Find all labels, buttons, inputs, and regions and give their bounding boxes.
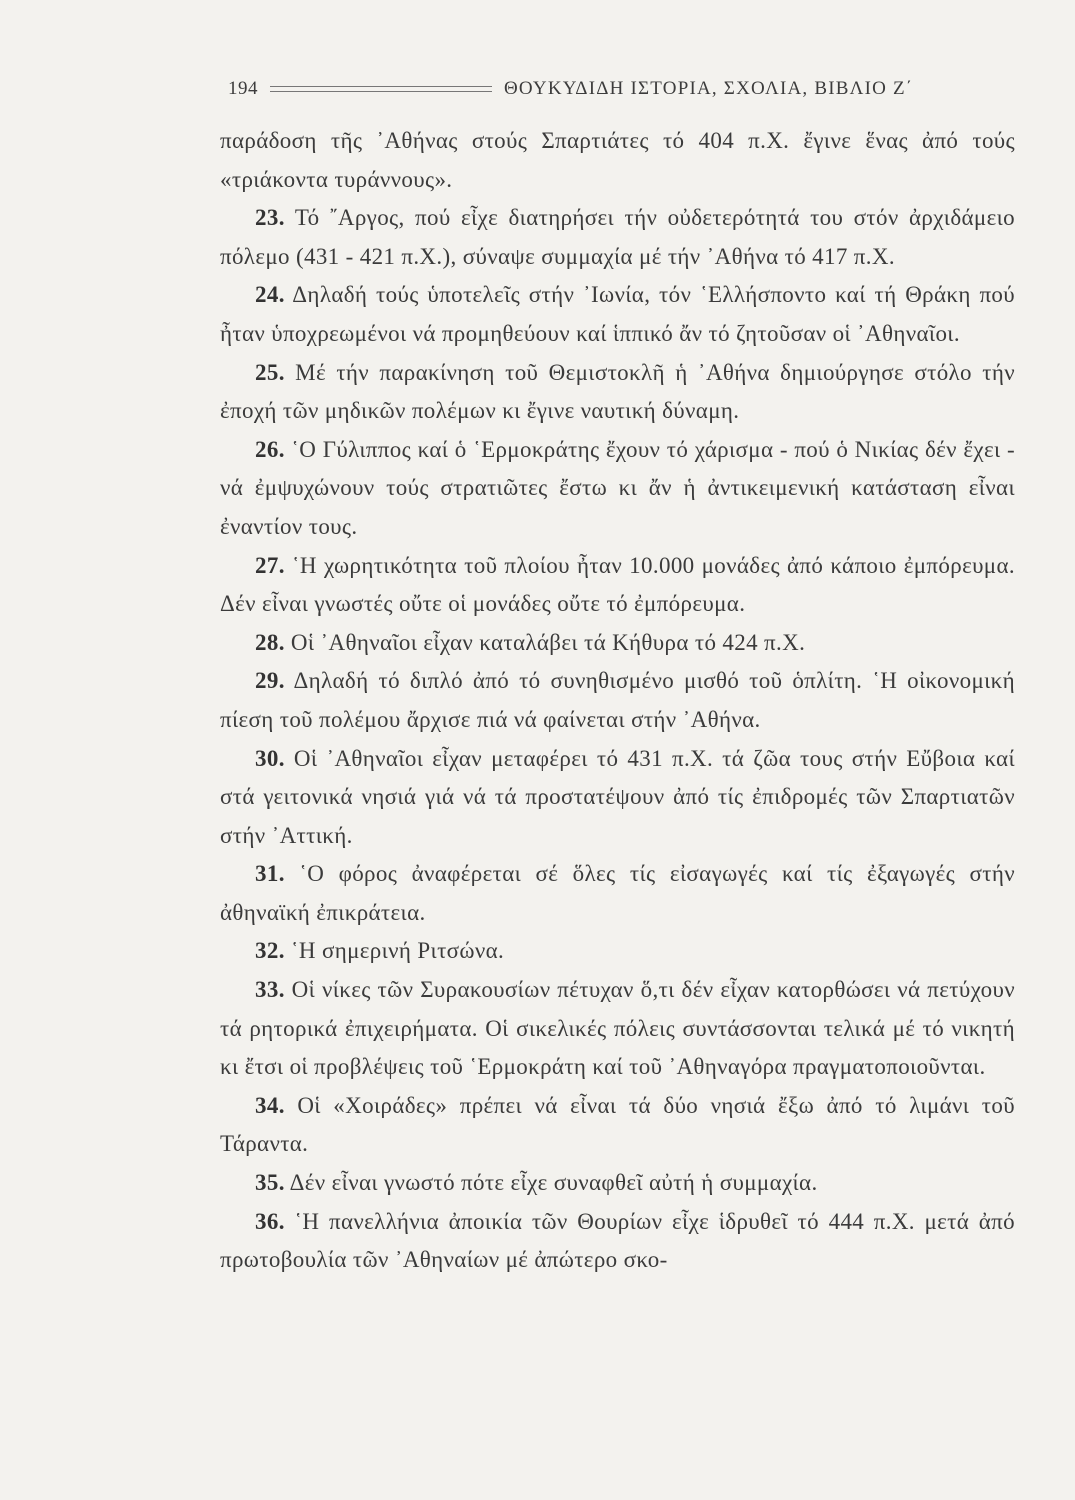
note-number: 29. bbox=[255, 668, 285, 694]
running-head bbox=[228, 74, 1018, 104]
note-31 bbox=[220, 855, 1015, 932]
note-number: 35. bbox=[255, 1170, 285, 1196]
continuation-paragraph: παράδοση τῆς ᾿Αθήνας στούς Σπαρτιάτες τό 404 π.Χ. ἔγινε ἕνας ἀπό τούς «τριάκοντα τυράννους». bbox=[220, 128, 1015, 192]
note-23 bbox=[220, 199, 1015, 276]
note-text: Οἱ ᾿Αθηναῖοι εἶχαν καταλάβει τά Κήθυρα τό 424 π.Χ. bbox=[290, 629, 806, 655]
page-number: 194 bbox=[228, 78, 258, 99]
note-number: 25. bbox=[255, 359, 285, 385]
note-33 bbox=[220, 971, 1015, 1087]
note-25 bbox=[220, 354, 1015, 431]
note-number: 26. bbox=[255, 436, 285, 462]
note-29 bbox=[220, 662, 1015, 739]
note-number: 27. bbox=[255, 552, 285, 578]
running-title: ΘΟΥΚΥΔΙΔΗ ΙΣΤΟΡΙΑ, ΣΧΟΛΙΑ, ΒΙΒΛΙΟ Ζ΄ bbox=[504, 78, 914, 99]
note-number: 23. bbox=[255, 205, 285, 231]
note-36 bbox=[220, 1203, 1015, 1280]
note-number: 36. bbox=[255, 1208, 285, 1234]
note-text: Δηλαδή τούς ὑποτελεῖς στήν ᾿Ιωνία, τόν ῾Ελλήσποντο καί τή Θράκη πού ἦταν ὑποχρεωμένοι νά προμηθεύουν καί ἱππικό ἄν τό ζητοῦσαν οἱ ᾿Αθηναῖοι. bbox=[220, 282, 1015, 346]
note-28 bbox=[220, 624, 1015, 663]
note-text: Τό ῎Αργος, πού εἶχε διατηρήσει τήν οὐδετερότητά του στόν ἀρχιδάμειο πόλεμο (431 - 421 π.Χ.), σύναψε συμμαχία μέ τήν ᾿Αθήνα τό 417 π.Χ. bbox=[220, 205, 1015, 269]
note-27 bbox=[220, 547, 1015, 624]
note-text: ῾Η χωρητικότητα τοῦ πλοίου ἦταν 10.000 μονάδες ἀπό κάποιο ἐμπόρευμα. Δέν εἶναι γνωστές οὔτε οἱ μονάδες οὔτε τό ἐμπόρευμα. bbox=[220, 552, 1015, 617]
note-30 bbox=[220, 740, 1015, 856]
note-text: Μέ τήν παρακίνηση τοῦ Θεμιστοκλῆ ἡ ᾿Αθήνα δημιούργησε στόλο τήν ἐποχή τῶν μηδικῶν πολέμων κι ἔγινε ναυτική δύναμη. bbox=[220, 359, 1015, 424]
note-text: ῾Ο φόρος ἀναφέρεται σέ ὅλες τίς εἰσαγωγές καί τίς ἐξαγωγές στήν ἀθηναϊκή ἐπικράτεια. bbox=[220, 861, 1015, 925]
note-number: 24. bbox=[255, 282, 285, 308]
note-number: 33. bbox=[255, 977, 285, 1003]
note-text: ῾Ο Γύλιππος καί ὁ ῾Ερμοκράτης ἔχουν τό χάρισμα - πού ὁ Νικίας δέν ἔχει - νά ἐμψυχώνουν τούς στρατιῶτες ἔστω κι ἄν ἡ ἀντικειμενική κατάσταση εἶναι ἐναντίον τους. bbox=[220, 436, 1015, 539]
note-text: ῾Η σημερινή Ριτσώνα. bbox=[290, 938, 505, 964]
note-number: 30. bbox=[255, 745, 285, 771]
note-32 bbox=[220, 932, 1015, 971]
note-text: Οἱ νίκες τῶν Συρακουσίων πέτυχαν ὅ,τι δέν εἶχαν κατορθώσει νά πετύχουν τά ρητορικά ἐπιχειρήματα. Οἱ σικελικές πόλεις συντάσσονται τελικά μέ τό νικητή κι ἔτσι οἱ προβλέψεις τοῦ ῾Ερμοκράτη καί τοῦ ᾿Αθηναγόρα πραγματοποιοῦνται. bbox=[220, 977, 1015, 1080]
note-34 bbox=[220, 1087, 1015, 1164]
notes-body bbox=[220, 122, 1015, 1280]
note-text: ῾Η πανελλήνια ἀποικία τῶν Θουρίων εἶχε ἱδρυθεῖ τό 444 π.Χ. μετά ἀπό πρωτοβουλία τῶν ᾿Αθηναίων μέ ἀπώτερο σκο- bbox=[220, 1208, 1015, 1273]
note-number: 31. bbox=[255, 861, 285, 887]
note-text: Οἱ ᾿Αθηναῖοι εἶχαν μεταφέρει τό 431 π.Χ. τά ζῶα τους στήν Εὔβοια καί στά γειτονικά νησιά γιά νά τά προστατέψουν ἀπό τίς ἐπιδρομές τῶν Σπαρτιατῶν στήν ᾿Αττική. bbox=[220, 745, 1015, 848]
note-number: 34. bbox=[255, 1092, 285, 1118]
note-number: 28. bbox=[255, 629, 285, 655]
note-number: 32. bbox=[255, 938, 285, 964]
note-35 bbox=[220, 1164, 1015, 1203]
header-rule bbox=[270, 86, 492, 92]
note-text: Δηλαδή τό διπλό ἀπό τό συνηθισμένο μισθό τοῦ ὁπλίτη. ῾Η οἰκονομική πίεση τοῦ πολέμου ἄρχισε πιά νά φαίνεται στήν ᾿Αθήνα. bbox=[220, 668, 1015, 732]
note-text: Οἱ «Χοιράδες» πρέπει νά εἶναι τά δύο νησιά ἔξω ἀπό τό λιμάνι τοῦ Τάραντα. bbox=[220, 1092, 1015, 1157]
note-24 bbox=[220, 276, 1015, 353]
note-text: Δέν εἶναι γνωστό πότε εἶχε συναφθεῖ αὐτή ἡ συμμαχία. bbox=[289, 1170, 818, 1196]
note-26 bbox=[220, 431, 1015, 547]
